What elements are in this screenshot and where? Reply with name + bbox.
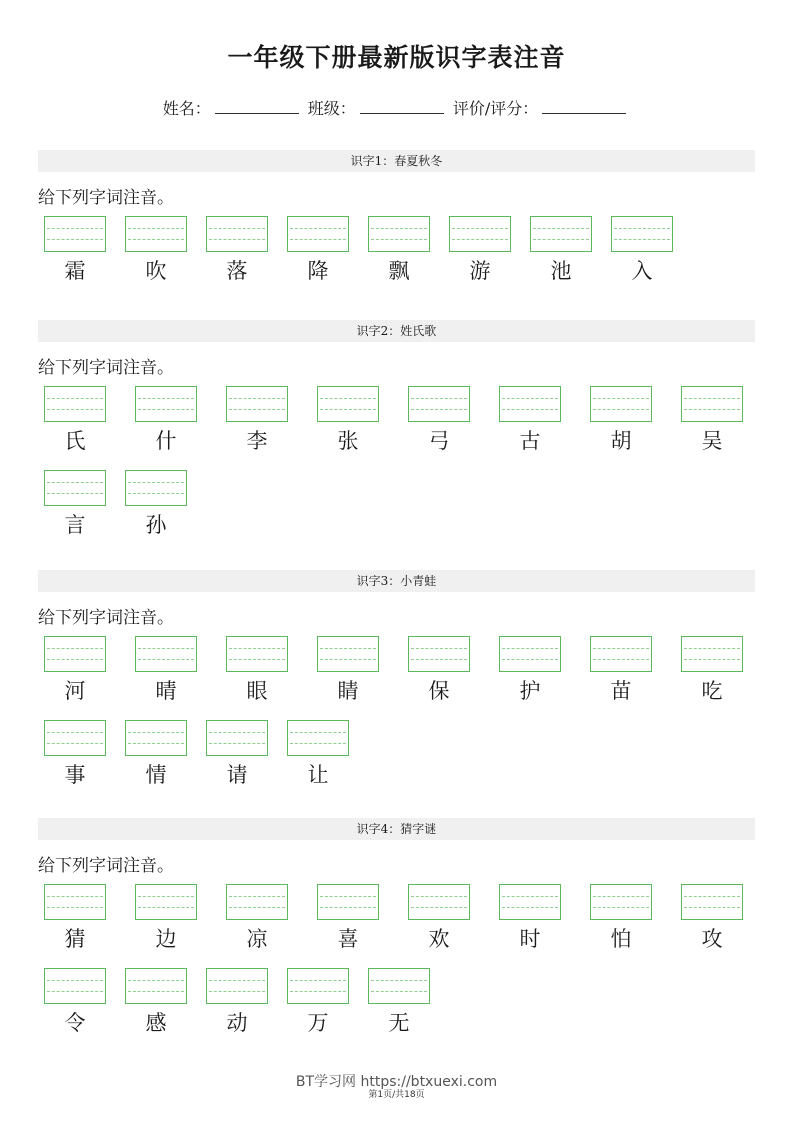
section-header: 识字3：小青蛙 [38,570,755,592]
pinyin-writing-box[interactable] [135,386,197,422]
hanzi-character: 边 [155,927,177,951]
hanzi-character: 张 [337,429,359,453]
guide-line [290,732,346,733]
pinyin-writing-box[interactable] [125,720,187,756]
character-item [408,636,470,706]
character-item [590,884,652,954]
pinyin-writing-box[interactable] [206,968,268,1004]
hanzi-character: 喜 [337,927,359,951]
character-item [125,720,187,790]
character-item [206,216,268,286]
pinyin-writing-box[interactable] [44,470,106,506]
hanzi-character: 言 [64,513,86,537]
section-header: 识字2：姓氏歌 [38,320,755,342]
character-item [530,216,592,286]
pinyin-writing-box[interactable] [206,216,268,252]
hanzi-character: 让 [307,763,329,787]
pinyin-writing-box[interactable] [368,216,430,252]
guide-line [47,398,103,399]
hanzi-character: 怕 [610,927,632,951]
guide-line [502,409,558,410]
guide-line [502,907,558,908]
guide-line [47,980,103,981]
guide-line [47,493,103,494]
section-instruction: 给下列字词注音。 [38,856,174,876]
pinyin-writing-box[interactable] [206,720,268,756]
section-2 [38,320,755,548]
guide-line [411,398,467,399]
hanzi-character: 动 [226,1011,248,1035]
guide-line [320,896,376,897]
hanzi-character: 李 [246,429,268,453]
pinyin-writing-box[interactable] [287,216,349,252]
character-item [44,636,106,706]
pinyin-writing-box[interactable] [135,636,197,672]
guide-line [47,896,103,897]
guide-line [684,659,740,660]
hanzi-character: 猜 [64,927,86,951]
pinyin-writing-box[interactable] [590,386,652,422]
section-4 [38,818,755,1046]
character-item [125,470,187,540]
guide-line [128,482,184,483]
section-instruction: 给下列字词注音。 [38,188,174,208]
guide-line [593,398,649,399]
section-header: 识字4：猜字谜 [38,818,755,840]
guide-line [411,659,467,660]
section-instruction: 给下列字词注音。 [38,608,174,628]
pinyin-writing-box[interactable] [125,216,187,252]
pinyin-writing-box[interactable] [44,720,106,756]
guide-line [128,732,184,733]
guide-line [593,648,649,649]
character-row [38,636,755,714]
character-item [44,216,106,286]
pinyin-writing-box[interactable] [681,884,743,920]
guide-line [684,409,740,410]
guide-line [209,743,265,744]
guide-line [533,228,589,229]
guide-line [47,482,103,483]
hanzi-character: 河 [64,679,86,703]
guide-line [229,659,285,660]
guide-line [209,239,265,240]
pinyin-writing-box[interactable] [499,884,561,920]
pinyin-writing-box[interactable] [317,386,379,422]
hanzi-character: 保 [428,679,450,703]
character-row [38,470,755,548]
character-item [226,636,288,706]
hanzi-character: 吃 [701,679,723,703]
pinyin-writing-box[interactable] [368,968,430,1004]
pinyin-writing-box[interactable] [226,884,288,920]
score-blank [542,99,626,114]
page-title: 一年级下册最新版识字表注音 [227,43,566,72]
hanzi-character: 吴 [701,429,723,453]
character-item [590,386,652,456]
guide-line [128,743,184,744]
guide-line [684,648,740,649]
guide-line [502,648,558,649]
guide-line [684,896,740,897]
character-item [44,470,106,540]
pinyin-writing-box[interactable] [408,386,470,422]
guide-line [320,409,376,410]
hanzi-character: 情 [145,763,167,787]
hanzi-character: 胡 [610,429,632,453]
pinyin-writing-box[interactable] [408,884,470,920]
guide-line [290,980,346,981]
student-info-line [0,96,793,119]
guide-line [229,896,285,897]
hanzi-character: 睛 [337,679,359,703]
guide-line [138,659,194,660]
hanzi-character: 苗 [610,679,632,703]
hanzi-character: 攻 [701,927,723,951]
hanzi-character: 飘 [388,259,410,283]
guide-line [128,493,184,494]
score-label: 评价/评分： [452,99,539,118]
guide-line [411,907,467,908]
character-row [38,968,755,1046]
guide-line [290,239,346,240]
hanzi-character: 时 [519,927,541,951]
character-item [287,968,349,1038]
pinyin-writing-box[interactable] [44,386,106,422]
character-row [38,386,755,464]
character-item [125,216,187,286]
hanzi-character: 什 [155,429,177,453]
guide-line [371,228,427,229]
guide-line [229,409,285,410]
pinyin-writing-box[interactable] [317,636,379,672]
hanzi-character: 落 [226,259,248,283]
guide-line [209,980,265,981]
character-item [681,884,743,954]
pinyin-writing-box[interactable] [226,386,288,422]
character-item [317,884,379,954]
section-1 [38,150,755,294]
guide-line [47,743,103,744]
guide-line [502,398,558,399]
guide-line [47,409,103,410]
pinyin-writing-box[interactable] [611,216,673,252]
character-item [681,386,743,456]
guide-line [593,409,649,410]
guide-line [320,398,376,399]
pinyin-writing-box[interactable] [681,636,743,672]
guide-line [229,398,285,399]
character-item [44,720,106,790]
hanzi-character: 感 [145,1011,167,1035]
guide-line [47,239,103,240]
pinyin-writing-box[interactable] [44,968,106,1004]
pinyin-writing-box[interactable] [590,636,652,672]
pinyin-writing-box[interactable] [125,968,187,1004]
pinyin-writing-box[interactable] [44,636,106,672]
character-item [611,216,673,286]
character-row [38,720,755,798]
hanzi-character: 令 [64,1011,86,1035]
hanzi-character: 吹 [145,259,167,283]
guide-line [502,659,558,660]
guide-line [593,907,649,908]
guide-line [411,409,467,410]
guide-line [138,896,194,897]
hanzi-character: 氏 [64,429,86,453]
guide-line [411,896,467,897]
guide-line [320,659,376,660]
character-row [38,216,755,294]
guide-line [290,228,346,229]
guide-line [371,991,427,992]
guide-line [209,732,265,733]
character-item [287,216,349,286]
hanzi-character: 孙 [145,513,167,537]
guide-line [209,991,265,992]
guide-line [371,239,427,240]
pinyin-writing-box[interactable] [226,636,288,672]
hanzi-character: 欢 [428,927,450,951]
guide-line [614,239,670,240]
character-item [206,968,268,1038]
footer-page-number: 第1页/共18页 [368,1090,425,1100]
pinyin-writing-box[interactable] [499,386,561,422]
character-item [317,636,379,706]
name-label: 姓名： [162,99,211,118]
guide-line [138,398,194,399]
guide-line [47,732,103,733]
guide-line [128,228,184,229]
pinyin-writing-box[interactable] [681,386,743,422]
guide-line [614,228,670,229]
guide-line [290,991,346,992]
guide-line [533,239,589,240]
name-blank [215,99,299,114]
guide-line [411,648,467,649]
character-item [135,636,197,706]
character-item [408,386,470,456]
character-item [287,720,349,790]
pinyin-writing-box[interactable] [590,884,652,920]
hanzi-character: 护 [519,679,541,703]
hanzi-character: 请 [226,763,248,787]
guide-line [684,398,740,399]
footer-site: BT学习网 https://btxuexi.com [295,1074,498,1090]
hanzi-character: 事 [64,763,86,787]
guide-line [229,907,285,908]
hanzi-character: 眼 [246,679,268,703]
guide-line [290,743,346,744]
character-item [499,386,561,456]
guide-line [320,907,376,908]
pinyin-writing-box[interactable] [44,216,106,252]
character-row [38,884,755,962]
pinyin-writing-box[interactable] [499,636,561,672]
character-item [125,968,187,1038]
guide-line [47,907,103,908]
guide-line [684,907,740,908]
hanzi-character: 凉 [246,927,268,951]
guide-line [229,648,285,649]
guide-line [320,648,376,649]
guide-line [138,409,194,410]
hanzi-character: 万 [307,1011,329,1035]
pinyin-writing-box[interactable] [317,884,379,920]
character-item [226,884,288,954]
character-item [681,636,743,706]
pinyin-writing-box[interactable] [125,470,187,506]
pinyin-writing-box[interactable] [44,884,106,920]
guide-line [128,239,184,240]
hanzi-character: 古 [519,429,541,453]
guide-line [209,228,265,229]
guide-line [593,659,649,660]
hanzi-character: 无 [388,1011,410,1035]
character-item [44,968,106,1038]
character-item [135,884,197,954]
hanzi-character: 降 [307,259,329,283]
character-item [317,386,379,456]
class-blank [360,99,444,114]
character-item [499,884,561,954]
guide-line [128,991,184,992]
guide-line [593,896,649,897]
hanzi-character: 入 [631,259,653,283]
pinyin-writing-box[interactable] [449,216,511,252]
hanzi-character: 游 [469,259,491,283]
character-item [499,636,561,706]
character-item [44,884,106,954]
guide-line [47,991,103,992]
character-item [206,720,268,790]
guide-line [371,980,427,981]
guide-line [47,648,103,649]
hanzi-character: 池 [550,259,572,283]
guide-line [502,896,558,897]
pinyin-writing-box[interactable] [135,884,197,920]
guide-line [452,239,508,240]
character-item [449,216,511,286]
guide-line [47,228,103,229]
section-3 [38,570,755,798]
hanzi-character: 霜 [64,259,86,283]
pinyin-writing-box[interactable] [530,216,592,252]
pinyin-writing-box[interactable] [408,636,470,672]
character-item [408,884,470,954]
hanzi-character: 晴 [155,679,177,703]
character-item [590,636,652,706]
pinyin-writing-box[interactable] [287,720,349,756]
guide-line [138,907,194,908]
guide-line [452,228,508,229]
character-item [44,386,106,456]
guide-line [138,648,194,649]
guide-line [128,980,184,981]
character-item [368,968,430,1038]
class-label: 班级： [307,99,356,118]
pinyin-writing-box[interactable] [287,968,349,1004]
character-item [135,386,197,456]
character-item [226,386,288,456]
guide-line [47,659,103,660]
hanzi-character: 弓 [428,429,450,453]
character-item [368,216,430,286]
section-header: 识字1：春夏秋冬 [38,150,755,172]
section-instruction: 给下列字词注音。 [38,358,174,378]
